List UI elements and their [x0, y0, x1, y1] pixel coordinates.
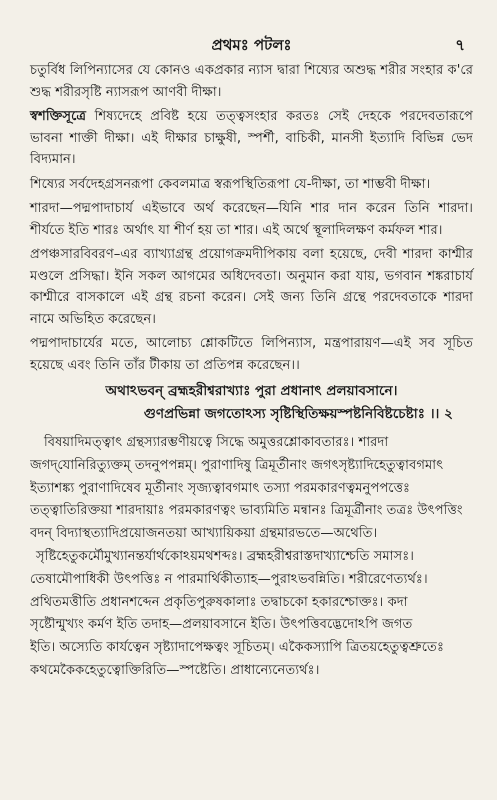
commentary-line: বিষয়াদিমত্ত্বাৎ গ্রন্থস্যারম্ভণীয়ত্বে সিদ্ধে অমুত্তরশ্লোকাবতারঃ। শারদা — [44, 435, 389, 450]
commentary-line: তেষামৌপাধিকী উৎপত্তিঃ ন পারমার্থিকীত্যাহ—পুরাঽভবন্নিতি। শরীরেণেত্যর্থঃ। — [30, 571, 428, 587]
paragraph-sharada-meaning: শারদা—পদ্মপাদাচার্য এইভাবে অর্থ করেছেন—যিনি শার দান করেন তিনি শারদা। শীর্যতে ইতি শারঃ অর্থাৎ যা শীর্ণ হয় তা শার। এই অর্থে স্থূলাদিলক্ষণ কর্মফল শার। — [30, 201, 473, 238]
commentary-line: ইতি। অস্যেতি কার্যত্বেন সৃষ্ট্যাদাপেক্ষত্বং সূচিতম্‌। একৈকস্যাপি ত্রিতয়হেতুত্বশ্রুতেঃ — [30, 640, 444, 656]
page-number: ৭ — [455, 36, 465, 54]
commentary-line: তত্ত্বাতিরিক্তয়া শারদায়াঃ পরমকারণত্বং ভাব্যমিতি মন্বানঃ ত্রিমূর্ত্রীনাং তত্রঃ উৎপত্তিং — [30, 503, 463, 519]
commentary-line: সৃষ্টিহেতুকর্মৌমুখ্যানন্তর্যার্থকোঽয়মথশব্দঃ। ব্রহ্মহরীশ্বরাস্তদাখ্যাশ্চেতি সমাসঃ। — [36, 548, 414, 564]
paragraph-anavi-diksha: চতুর্বিধ লিপিন্যাসের যে কোনও একপ্রকার ন্যাস দ্বারা শিষ্যের অশুদ্ধ শরীর সংহার ক'রে শুদ্ধ শরীরসৃষ্টি ন্যাসরূপ আণবী দীক্ষা। — [30, 63, 473, 100]
paragraph-shakti-diksha: স্বশক্তিসূত্রে শিষ্যদেহে প্রবিষ্ট হয়ে তত্ত্বসংহার করতঃ সেই দেহকে পরদেবতারূপে ভাবনা শাক্তী দীক্ষা। এই দীক্ষার চাক্ষুষী, স্পর্শী, বাচিকী, মানসী ইত্যাদি বিভিন্ন ভেদ বিদ্যমান। — [30, 109, 473, 167]
bengali-explanation — [30, 60, 473, 376]
commentary-line: ইত্যাশঙ্ক্য পুরাণাদিষেব মূর্তীনাং সৃজ্যত্বাবগমাৎ তস্যা পরমকারণত্বমনুপপত্তেঃ — [30, 480, 411, 496]
commentary-line: জগদ্‌যোনিরিত্যুক্তম্‌ তদনুপপন্নম্‌। পুরাণাদিষু ত্রিমূর্তীনাং জগৎসৃষ্ট্যাদিহেতুত্বাবগমাৎ — [30, 457, 444, 473]
page-header — [30, 34, 473, 60]
sanskrit-verse — [30, 380, 473, 426]
verse-line-1: অথাঽভবন্ ব্রহ্মহরীশ্বরাখ্যাঃ পুরা প্রধানাৎ প্রলয়াবসানে। — [105, 383, 398, 399]
commentary-line: কথমেকৈকহেতুত্বোক্তিরিতি—স্পষ্টেতি। প্রাধান্যেনেত্যর্থঃ। — [30, 662, 320, 678]
commentary-line: বদন্‌ বিদ্যাস্থত্যাদিপ্রয়োজনতয়া আখ্যায়িকয়া গ্রন্থমারভতে—অথেতি। — [30, 526, 378, 542]
verse-line-2: গুণপ্রভিন্না জগতোঽস্য সৃষ্টিস্থিতিক্ষয়স্পষ্টনিবিষ্টচেষ্টাঃ ।। ২ — [143, 406, 453, 422]
commentary-line: প্রথিতমত্তীতি প্রধানশব্দেন প্রকৃতিপুরুষকালাঃ তদ্বাচকো হকারশ্চোক্তঃ। কদা — [30, 594, 408, 610]
chapter-title: প্রথমঃ পটলঃ — [211, 36, 292, 54]
paragraph-prapanchasara: প্রপঞ্চসারবিবরণ–এর ব্যাখ্যাগ্রন্থ প্রয়োগক্রমদীপিকায় বলা হয়েছে, দেবী শারদা কাশ্মীর মণ্ডলে প্রসিদ্ধা। ইনি সকল আগমের অধিদেবতা। অনুমান করা যায়, ভগবান শঙ্করাচার্য কাশ্মীরে বাসকালে এই গ্রন্থ রচনা করেন। সেই জন্য তিনি গ্রন্থে পরদেবতাকে শারদা নামে অভিহিত করেছেন। — [30, 247, 473, 327]
sanskrit-commentary — [30, 432, 473, 683]
commentary-line: সৃষ্টৌন্মুখ্যং কর্মণ ইতি তদাহ—প্রলয়াবসানে ইতি। উৎপত্তিবদ্ভেদোঽপি জগত — [30, 617, 413, 633]
paragraph-shambhavi-diksha: শিষ্যের সর্বদেহগ্রসনরূপা কেবলমাত্র স্বরূপস্থিতিরূপা যে-দীক্ষা, তা শাম্ভবী দীক্ষা। — [30, 176, 431, 192]
paragraph-padmapada: পদ্মপাদাচার্যের মতে, আলোচ্য শ্লোকটিতে লিপিন্যাস, মন্ত্রপারায়ণ—এই সব সূচিত হয়েছে এবং তিনি তাঁর টীকায় তা প্রতিপন্ন করেছেন।। — [30, 336, 473, 373]
